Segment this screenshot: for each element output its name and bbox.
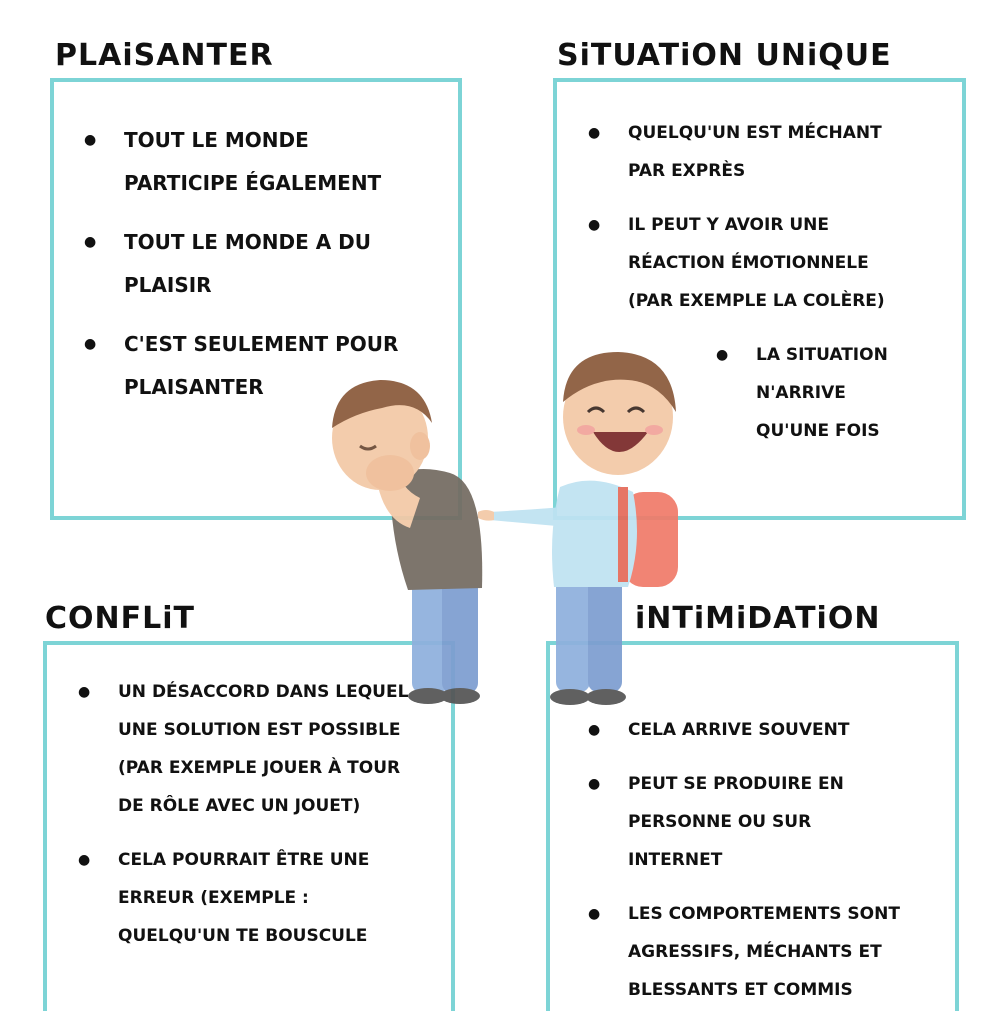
- title-intimidation: iNTiMiDATiON: [635, 601, 881, 636]
- list-item: ● IL PEUT Y AVOIR UNE RÉACTION ÉMOTIONNELE (PAR EXEMPLE LA COLÈRE): [628, 206, 918, 320]
- list-conflit: [118, 673, 418, 971]
- list-item: ● PEUT SE PRODUIRE EN PERSONNE OU SUR INTERNET: [628, 765, 868, 879]
- list-item: ● CELA ARRIVE SOUVENT: [628, 711, 938, 749]
- list-item: ● C'EST SEULEMENT POUR PLAISANTER: [124, 323, 424, 409]
- crying-boy-illustration: [320, 368, 500, 708]
- list-item: ● CELA POURRAIT ÊTRE UNE ERREUR (EXEMPLE : QUELQU'UN TE BOUSCULE: [118, 841, 418, 955]
- laughing-boy-illustration: [478, 342, 688, 712]
- title-situation-unique: SiTUATiON UNiQUE: [557, 38, 892, 73]
- list-item: ● QUELQU'UN EST MÉCHANT PAR EXPRÈS: [628, 114, 918, 190]
- title-plaisanter: PLAiSANTER: [55, 38, 274, 73]
- list-item: ● UN DÉSACCORD DANS LEQUEL UNE SOLUTION EST POSSIBLE (PAR EXEMPLE JOUER À TOUR DE RÔLE AVEC UN JOUET): [118, 673, 418, 825]
- list-item: ● TOUT LE MONDE A DU PLAISIR: [124, 221, 424, 307]
- list-item: ● TOUT LE MONDE PARTICIPE ÉGALEMENT: [124, 119, 424, 205]
- list-intimidation: [628, 711, 938, 1025]
- title-conflit: CONFLiT: [45, 601, 195, 636]
- list-item: ● LES COMPORTEMENTS SONT AGRESSIFS, MÉCHANTS ET BLESSANTS ET COMMIS: [628, 895, 938, 1009]
- list-item: ● LA SITUATION N'ARRIVE QU'UNE FOIS: [756, 336, 916, 450]
